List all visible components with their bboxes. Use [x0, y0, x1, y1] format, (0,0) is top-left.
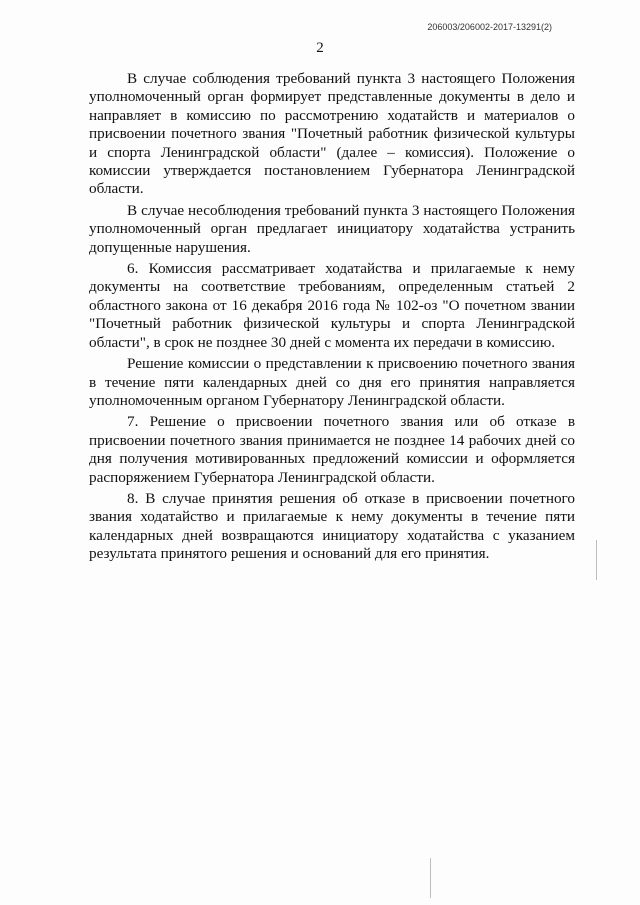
paragraph-commission-decision: Решение комиссии о представлении к присвоению почетного звания в течение пяти календарных дней со дня его принятия направляется уполномоченным органом Губернатору Ленинградской области. — [89, 355, 575, 409]
document-code: 206003/206002-2017-13291(2) — [427, 22, 552, 32]
paragraph-item-8: 8. В случае принятия решения об отказе в присвоении почетного звания ходатайство и прилагаемые к нему документы в течение пяти календарных дней возвращаются инициатору ходатайства с указанием результата принятого решения и оснований для его принятия. — [89, 489, 575, 563]
paragraph-noncompliance: В случае несоблюдения требований пункта 3 настоящего Положения уполномоченный орган предлагает инициатору ходатайства устранить допущенные нарушения. — [89, 201, 575, 256]
paragraph-item-6: 6. Комиссия рассматривает ходатайства и прилагаемые к нему документы на соответствие требованиям, определенным статьей 2 областного закона от 16 декабря 2016 года № 102-оз "О почетном звании "Почетный работник физической культуры и спорта Ленинградской области", в срок не позднее 30 дней с момента их передачи в комиссию. — [89, 260, 575, 351]
scan-artifact-line — [596, 540, 597, 580]
scan-artifact-line — [430, 858, 431, 898]
document-body — [89, 70, 575, 567]
page-number: 2 — [316, 40, 324, 56]
paragraph-item-7: 7. Решение о присвоении почетного звания или об отказе в присвоении почетного звания принимается не позднее 14 рабочих дней со дня получения мотивированных предложений комиссии и оформляется распоряжением Губернатора Ленинградской области. — [89, 413, 575, 486]
paragraph-commission-formation: В случае соблюдения требований пункта 3 настоящего Положения уполномоченный орган формирует представленные документы в дело и направляет в комиссию по рассмотрению ходатайств и материалов о присвоении почетного звания "Почетный работник физической культуры и спорта Ленинградской области" (далее – комиссия). Положение о комиссии утверждается постановлением Губернатора Ленинградской области. — [89, 70, 575, 198]
